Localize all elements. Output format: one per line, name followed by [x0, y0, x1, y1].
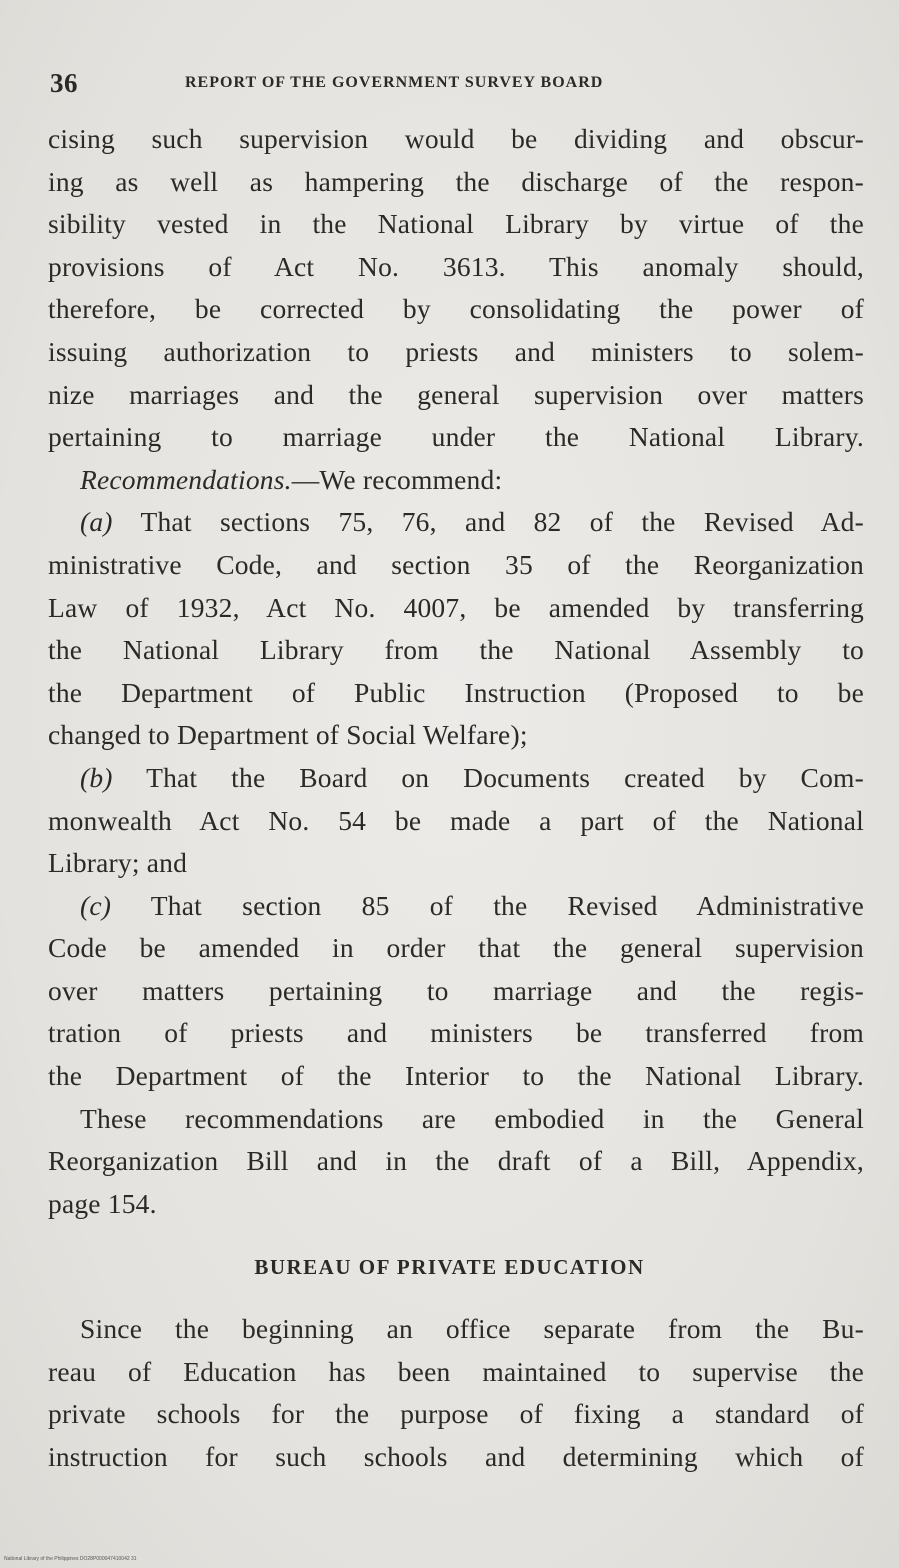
text-line: Reorganization Bill and in the draft of a Bill, Appendix,	[48, 1145, 864, 1177]
section-heading: BUREAU OF PRIVATE EDUCATION	[254, 1255, 645, 1279]
body-text-continued	[48, 1308, 864, 1478]
text-line: over matters pertaining to marriage and the regis-	[48, 974, 864, 1006]
running-head: REPORT OF THE GOVERNMENT SURVEY BOARD	[185, 74, 604, 91]
text-line: Law of 1932, Act No. 4007, be amended by transferring	[48, 591, 864, 623]
text-line: tration of priests and ministers be transferred from	[48, 1017, 864, 1049]
text-fragment: That sections 75, 76, and 82 of the Revised Ad-	[112, 506, 864, 538]
text-line: therefore, be corrected by consolidating the power of	[48, 293, 864, 325]
item-a-marker: (a)	[80, 506, 113, 538]
text-line: ministrative Code, and section 35 of the Reorganization	[48, 548, 864, 580]
text-fragment: That section 85 of the Revised Administrative	[111, 889, 864, 921]
item-c-marker: (c)	[80, 889, 112, 921]
item-b-marker: (b)	[80, 761, 113, 793]
text-line: These recommendations are embodied in the General	[80, 1102, 864, 1134]
text-line: cising such supervision would be dividing and obscur-	[48, 123, 864, 154]
text-line: private schools for the purpose of fixing a standard of	[48, 1398, 864, 1430]
text-fragment: That the Board on Documents created by Com-	[112, 761, 864, 793]
item-b-first-line	[48, 757, 864, 800]
text-line: Code be amended in order that the general supervision	[48, 932, 864, 964]
recommendations-line	[48, 459, 864, 502]
scan-footer: National Library of the Philippines DO28P000047410042 31	[4, 1556, 137, 1562]
item-a-first-line	[48, 501, 864, 544]
page-header	[50, 68, 870, 98]
text-line: the National Library from the National Assembly to	[48, 634, 864, 666]
text-line: pertaining to marriage under the National Library.	[48, 421, 864, 453]
text-line: Since the beginning an office separate from the Bu-	[80, 1313, 864, 1344]
recommendations-label: Recommendations.	[80, 463, 292, 495]
page-number: 36	[50, 68, 78, 98]
text-line: issuing authorization to priests and ministers to solem-	[48, 335, 864, 367]
text-line: sibility vested in the National Library by virtue of the	[48, 208, 864, 240]
text-line: provisions of Act No. 3613. This anomaly should,	[48, 250, 864, 282]
text-line: the Department of Public Instruction (Proposed to be	[48, 676, 864, 708]
recommendations-intro: —We recommend:	[291, 463, 503, 495]
body-text	[48, 118, 864, 1225]
text-line: ing as well as hampering the discharge of the respon-	[48, 165, 864, 197]
text-line: reau of Education has been maintained to supervise the	[48, 1355, 864, 1387]
text-line: Library; and	[48, 847, 188, 879]
text-line: instruction for such schools and determining which of	[48, 1440, 864, 1472]
text-line: changed to Department of Social Welfare);	[48, 719, 528, 751]
text-line: page 154.	[48, 1187, 157, 1219]
text-line: nize marriages and the general supervision over matters	[48, 378, 864, 410]
item-c-first-line	[48, 885, 864, 928]
text-line: the Department of the Interior to the National Library.	[48, 1060, 864, 1092]
text-line: monwealth Act No. 54 be made a part of the National	[48, 804, 864, 836]
